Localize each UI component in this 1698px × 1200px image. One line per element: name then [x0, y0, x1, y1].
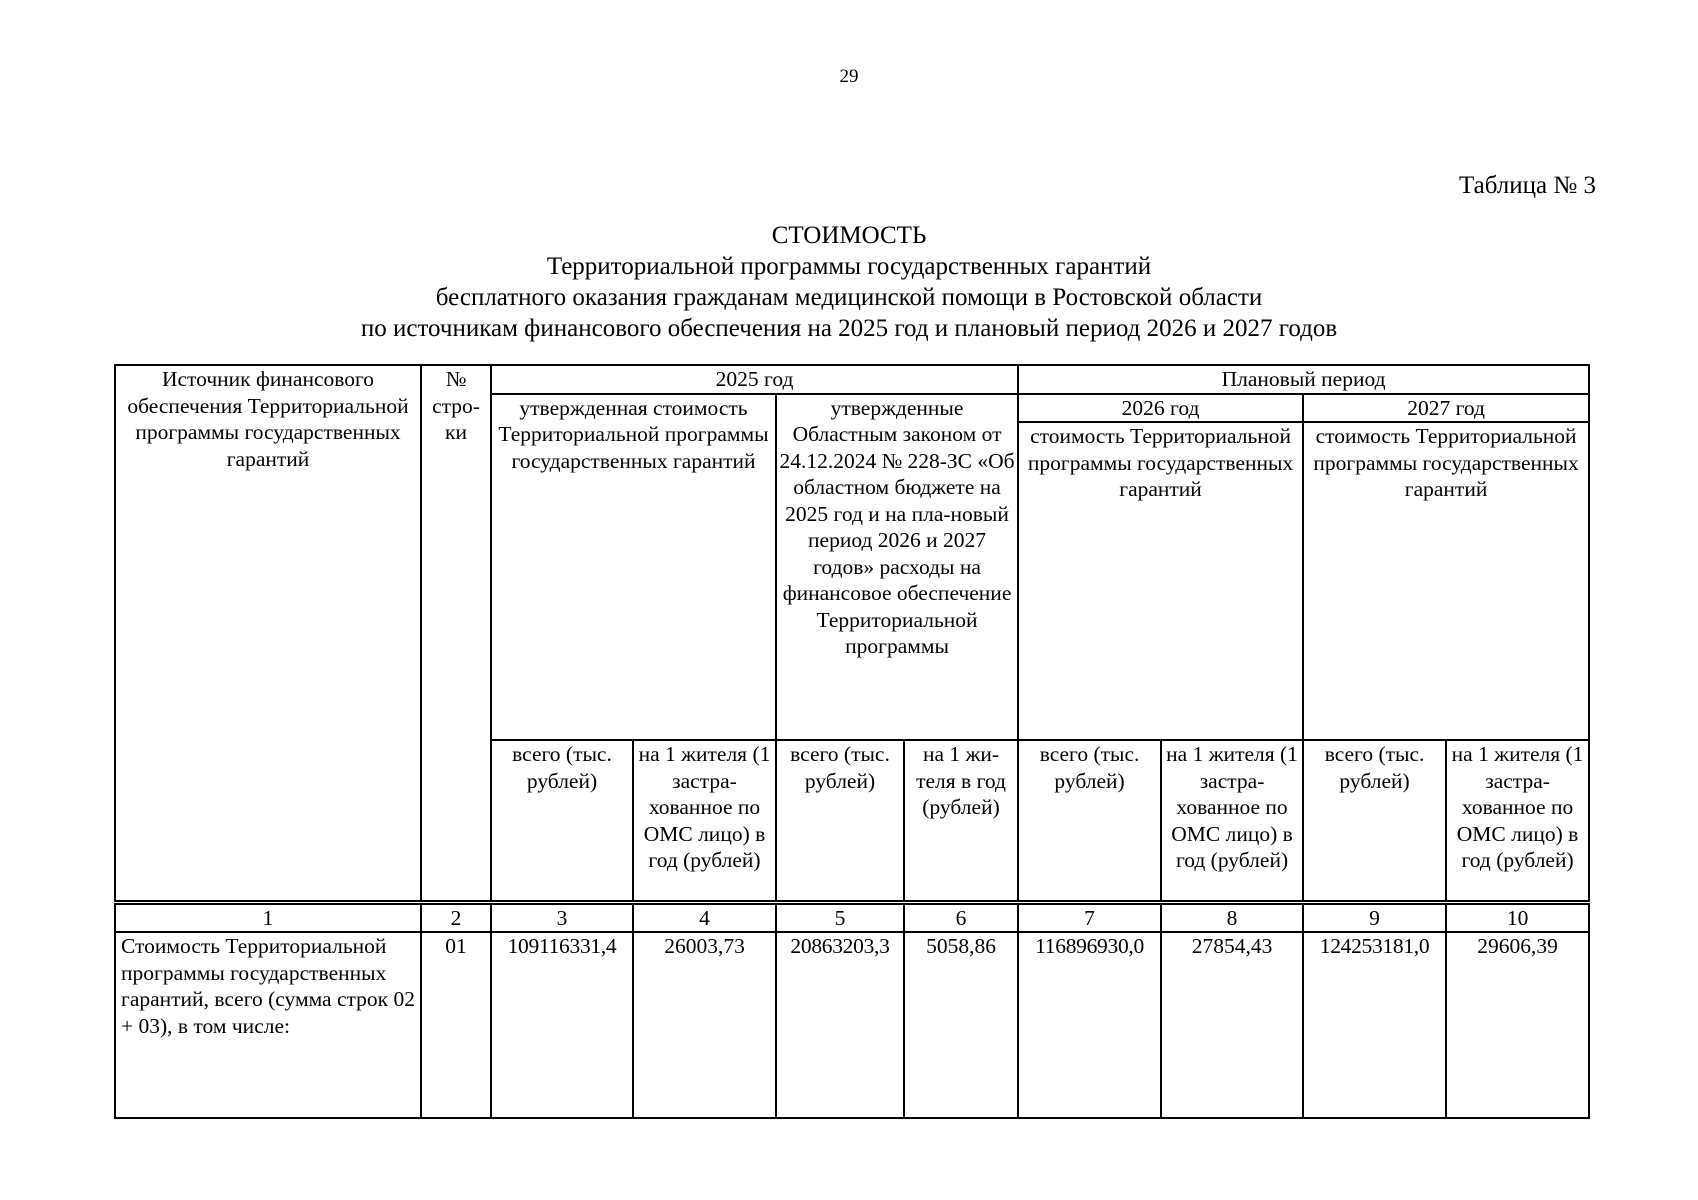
title-line-3: бесплатного оказания гражданам медицинской помощи в Ростовской области	[435, 284, 1263, 311]
header-approved-cost: утвержденная стоимость Территориальной программы государственных гарантий	[491, 394, 776, 741]
header-total-2025-law: всего (тыс. рублей)	[776, 740, 904, 902]
header-year-2025: 2025 год	[491, 365, 1018, 394]
table-row	[115, 932, 1589, 1118]
column-number: 1	[115, 902, 421, 932]
column-number: 4	[633, 902, 776, 932]
column-number: 8	[1161, 902, 1303, 932]
header-total-2027: всего (тыс. рублей)	[1303, 740, 1446, 902]
header-planned-period: Плановый период	[1018, 365, 1589, 394]
value-per-capita-2025-approved: 26003,73	[633, 932, 776, 1118]
header-per-capita-2027: на 1 жителя (1 застра-хованное по ОМС лицо) в год (рублей)	[1446, 740, 1589, 902]
table-label: Таблица № 3	[1458, 172, 1596, 199]
column-number: 6	[904, 902, 1018, 932]
value-total-2025-approved: 109116331,4	[491, 932, 633, 1118]
value-total-2027: 124253181,0	[1303, 932, 1446, 1118]
header-total-2025-approved: всего (тыс. рублей)	[491, 740, 633, 902]
title-line-2: Территориальной программы государственных гарантий	[546, 253, 1152, 280]
value-total-2026: 116896930,0	[1018, 932, 1161, 1118]
title-line-4: по источникам финансового обеспечения на 2025 год и плановый период 2026 и 2027 годов	[360, 315, 1338, 342]
header-per-capita-2025-approved: на 1 жителя (1 застра-хованное по ОМС лицо) в год (рублей)	[633, 740, 776, 902]
document-title	[0, 220, 1698, 344]
header-total-2026: всего (тыс. рублей)	[1018, 740, 1161, 902]
header-cost-2027: стоимость Территориальной программы государственных гарантий	[1303, 422, 1589, 740]
header-approved-law: утвержденные Областным законом от 24.12.2024 № 228-ЗС «Об областном бюджете на 2025 год и на пла-новый период 2026 и 2027 годов» расходы на финансовое обеспечение Территориальной программы	[776, 394, 1018, 741]
header-source: Источник финансового обеспечения Территориальной программы государственных гарантий	[115, 365, 421, 902]
value-per-capita-2025-law: 5058,86	[904, 932, 1018, 1118]
column-number: 5	[776, 902, 904, 932]
header-per-capita-2026: на 1 жителя (1 застра-хованное по ОМС лицо) в год (рублей)	[1161, 740, 1303, 902]
row-name: Стоимость Территориальной программы государственных гарантий, всего (сумма строк 02 + 03), в том числе:	[115, 932, 421, 1118]
column-number: 3	[491, 902, 633, 932]
page-number: 29	[839, 66, 859, 87]
header-year-2027: 2027 год	[1303, 394, 1589, 423]
column-number: 9	[1303, 902, 1446, 932]
column-number: 7	[1018, 902, 1161, 932]
header-year-2026: 2026 год	[1018, 394, 1303, 423]
value-per-capita-2027: 29606,39	[1446, 932, 1589, 1118]
header-row-number: № стро-ки	[421, 365, 491, 902]
header-row-1	[115, 365, 1589, 394]
header-cost-2026: стоимость Территориальной программы государственных гарантий	[1018, 422, 1303, 740]
column-number: 2	[421, 902, 491, 932]
value-per-capita-2026: 27854,43	[1161, 932, 1303, 1118]
value-total-2025-law: 20863203,3	[776, 932, 904, 1118]
column-numbers-row	[115, 902, 1589, 932]
row-code: 01	[421, 932, 491, 1118]
column-number: 10	[1446, 902, 1589, 932]
cost-table	[114, 364, 1590, 1119]
header-per-capita-2025-law: на 1 жи-теля в год (рублей)	[904, 740, 1018, 902]
title-line-1: СТОИМОСТЬ	[771, 222, 927, 249]
